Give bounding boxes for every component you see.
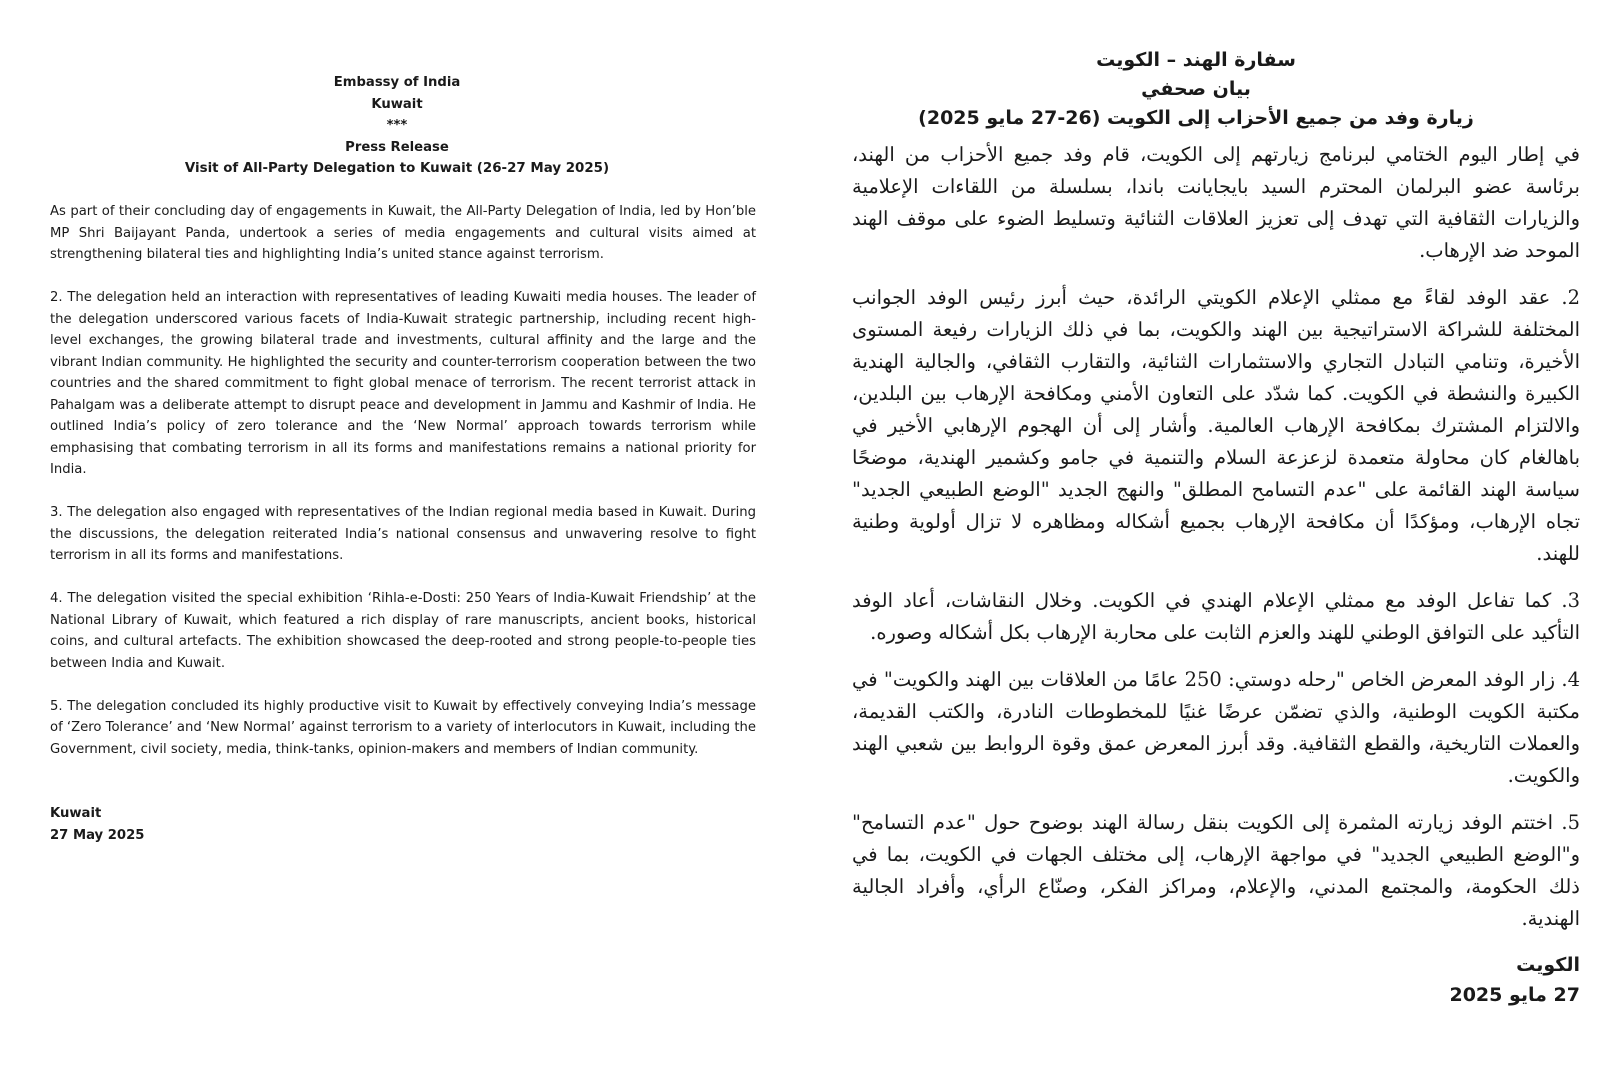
document-type: Press Release <box>345 139 449 155</box>
arabic-paragraph-3: 3. كما تفاعل الوفد مع ممثلي الإعلام الهندي في الكويت. وخلال النقاشات، أعاد الوفد التأكيد على التوافق الوطني للهند والعزم الثابت على محاربة الإرهاب بكل أشكاله وصوره. <box>852 589 1580 644</box>
arabic-date: 27 مايو 2025 <box>1449 984 1580 1006</box>
arabic-paragraph-4: 4. زار الوفد المعرض الخاص "رحله دوستي: 250 عامًا من العلاقات بين الهند والكويت" في مكتبة الكويت الوطنية، والذي تضمّن عرضًا غنيًا للمخطوطات النادرة، والكتب القديمة، والعملات التاريخية، والقطع الثقافية. وقد أبرز المعرض عمق وقوة الروابط بين شعبي الهند والكويت. <box>852 668 1580 787</box>
document-title: Visit of All-Party Delegation to Kuwait (26-27 May 2025) <box>184 161 610 176</box>
arabic-place: الكويت <box>1516 954 1580 976</box>
arabic-document-type: بيان صحفي <box>1141 78 1251 100</box>
arabic-embassy-name: سفارة الهند – الكويت <box>1096 49 1296 71</box>
english-paragraph-5: 5. The delegation concluded its highly productive visit to Kuwait by effectively conveying India’s message of ‘Zero Tolerance’ and ‘New Normal’ against terrorism to a variety of interlocutors in Kuwait, including the Government, civil society, media, think-tanks, opinion-makers and members of Indian community. <box>50 698 756 757</box>
arabic-paragraph-5: 5. اختتم الوفد زيارته المثمرة إلى الكويت بنقل رسالة الهند بوضوح حول "عدم التسامح" و"الوضع الطبيعي الجديد" في مواجهة الإرهاب، إلى مختلف الجهات في الكويت، بما في ذلك الحكومة، والمجتمع المدني، والإعلام، ومراكز الفكر، وصنّاع الرأي، وأفراد الجالية الهندية. <box>852 811 1580 930</box>
english-place: Kuwait <box>50 806 102 821</box>
arabic-document-title: زيارة وفد من جميع الأحزاب إلى الكويت (26-27 مايو 2025) <box>918 107 1474 129</box>
english-letterhead <box>38 72 756 180</box>
english-paragraph-2: 2. The delegation held an interaction with representatives of leading Kuwaiti media houses. The leader of the delegation underscored various facets of India-Kuwait strategic partnership, including recent high-level exchanges, the growing bilateral trade and investments, cultural affinity and the large and the vibrant Indian community. He highlighted the security and counter-terrorism cooperation between the two countries and the shared commitment to fight global menace of terrorism. The recent terrorist attack in Pahalgam was a deliberate attempt to disrupt peace and development in Jammu and Kashmir of India. He outlined India’s policy of zero tolerance and the ‘New Normal’ approach towards terrorism while emphasising that combating terrorism in all its forms and manifestations remains a national priority for India. <box>50 290 756 477</box>
english-paragraph-3: 3. The delegation also engaged with representatives of the Indian regional media based in Kuwait. During the discussions, the delegation reiterated India’s national consensus and unwavering resolve to fight terrorism in all its forms and manifestations. <box>50 505 756 563</box>
embassy-name: Embassy of India <box>333 75 461 90</box>
english-date: 27 May 2025 <box>50 827 145 843</box>
english-body <box>50 201 756 760</box>
arabic-press-release <box>820 0 1580 1078</box>
embassy-city: Kuwait <box>371 96 423 112</box>
english-paragraph-1: As part of their concluding day of engagements in Kuwait, the All-Party Delegation of India, led by Hon’ble MP Shri Baijayant Panda, undertook a series of media engagements and cultural visits aimed at strengthening bilateral ties and highlighting India’s united stance against terrorism. <box>50 204 756 262</box>
arabic-paragraph-1: في إطار اليوم الختامي لبرنامج زيارتهم إلى الكويت، قام وفد جميع الأحزاب من الهند، برئاسة عضو البرلمان المحترم السيد بايجايانت باندا، بسلسلة من اللقاءات الإعلامية والزيارات الثقافية التي تهدف إلى تعزيز العلاقات الثنائية وتسليط الضوء على موقف الهند الموحد ضد الإرهاب. <box>852 143 1580 262</box>
arabic-letterhead <box>852 46 1540 133</box>
header-separator: *** <box>386 118 408 133</box>
english-signature-block <box>50 803 756 846</box>
arabic-signature-block <box>852 950 1580 1010</box>
arabic-body <box>852 139 1580 935</box>
english-paragraph-4: 4. The delegation visited the special exhibition ‘Rihla-e-Dosti: 250 Years of India-Kuwait Friendship’ at the National Library of Kuwait, which featured a rich display of rare manuscripts, ancient books, historical coins, and cultural artefacts. The exhibition showcased the deep-rooted and strong people-to-people ties between India and Kuwait. <box>50 591 756 671</box>
arabic-paragraph-2: 2. عقد الوفد لقاءً مع ممثلي الإعلام الكويتي الرائدة، حيث أبرز رئيس الوفد الجوانب المختلفة للشراكة الاستراتيجية بين الهند والكويت، بما في ذلك الزيارات رفيعة المستوى الأخيرة، وتنامي التبادل التجاري والاستثمارات الثنائية، والتقارب الثقافي، والجالية الهندية الكبيرة والنشطة في الكويت. كما شدّد على التعاون الأمني ومكافحة الإرهاب بين البلدين، والالتزام المشترك بمكافحة الإرهاب العالمية. وأشار إلى أن الهجوم الإرهابي الأخير في باهالغام كان محاولة متعمدة لزعزعة السلام والتنمية في جامو وكشمير الهندية، موضحًا سياسة الهند القائمة على "عدم التسامح المطلق" والنهج الجديد "الوضع الطبيعي الجديد" تجاه الإرهاب، ومؤكدًا أن مكافحة الإرهاب بجميع أشكاله ومظاهره لا تزال أولوية وطنية للهند. <box>852 286 1580 565</box>
